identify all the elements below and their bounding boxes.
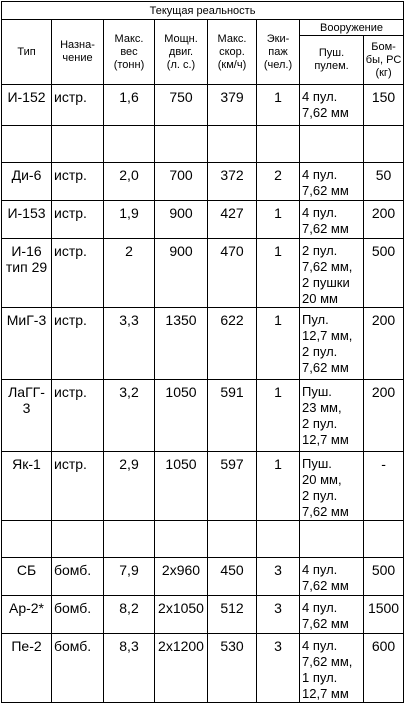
cell-power: 1350 xyxy=(155,308,208,380)
cell-role: истр. xyxy=(52,308,104,380)
cell-type: Ди-6 xyxy=(2,163,52,201)
cell-guns xyxy=(300,521,364,558)
cell-crew: 1 xyxy=(257,452,300,521)
header-armament: Вооружение xyxy=(300,20,404,36)
cell-power: 2x1050 xyxy=(155,596,208,634)
cell-bombs: 150 xyxy=(364,85,404,126)
cell-weight: 3,3 xyxy=(104,308,155,380)
cell-crew: 3 xyxy=(257,558,300,596)
cell-crew: 2 xyxy=(257,163,300,201)
cell-guns: 4 пул. 7,62 мм xyxy=(300,85,364,126)
cell-crew xyxy=(257,521,300,558)
cell-crew: 1 xyxy=(257,85,300,126)
cell-bombs xyxy=(364,126,404,163)
cell-weight: 1,9 xyxy=(104,201,155,239)
cell-crew: 3 xyxy=(257,596,300,634)
cell-type: И-16 тип 29 xyxy=(2,239,52,308)
table-row xyxy=(2,634,404,703)
table-row xyxy=(2,521,404,558)
cell-speed: 379 xyxy=(208,85,257,126)
cell-role xyxy=(52,126,104,163)
cell-weight xyxy=(104,126,155,163)
cell-bombs: - xyxy=(364,452,404,521)
cell-crew: 1 xyxy=(257,308,300,380)
cell-weight: 2,9 xyxy=(104,452,155,521)
cell-weight: 8,3 xyxy=(104,634,155,703)
table-row xyxy=(2,558,404,596)
table-row xyxy=(2,126,404,163)
cell-role: истр. xyxy=(52,452,104,521)
cell-weight: 2,0 xyxy=(104,163,155,201)
cell-role xyxy=(52,521,104,558)
table-row xyxy=(2,85,404,126)
cell-speed: 622 xyxy=(208,308,257,380)
cell-bombs: 1500 xyxy=(364,596,404,634)
cell-speed: 427 xyxy=(208,201,257,239)
cell-guns: 4 пул. 7,62 мм, 1 пул. 12,7 мм xyxy=(300,634,364,703)
cell-bombs xyxy=(364,521,404,558)
header-speed: Макс. скор. (км/ч) xyxy=(208,20,257,85)
header-crew: Эки- паж (чел.) xyxy=(257,20,300,85)
table-title: Текущая реальность xyxy=(2,2,404,20)
cell-role: истр. xyxy=(52,239,104,308)
table-row xyxy=(2,596,404,634)
table-row xyxy=(2,239,404,308)
cell-power: 700 xyxy=(155,163,208,201)
cell-speed: 450 xyxy=(208,558,257,596)
table-row xyxy=(2,201,404,239)
cell-type: МиГ-3 xyxy=(2,308,52,380)
table-row xyxy=(2,452,404,521)
cell-guns: Пуш. 23 мм, 2 пул. 12,7 мм xyxy=(300,380,364,452)
cell-guns: 4 пул. 7,62 мм xyxy=(300,596,364,634)
cell-power: 900 xyxy=(155,201,208,239)
cell-speed: 530 xyxy=(208,634,257,703)
cell-bombs: 200 xyxy=(364,380,404,452)
cell-guns: 4 пул. 7,62 мм xyxy=(300,558,364,596)
cell-guns: 2 пул. 7,62 мм, 2 пушки 20 мм xyxy=(300,239,364,308)
cell-role: истр. xyxy=(52,380,104,452)
cell-type: И-153 xyxy=(2,201,52,239)
header-weight: Макс. вес (тонн) xyxy=(104,20,155,85)
cell-role: бомб. xyxy=(52,558,104,596)
cell-bombs: 500 xyxy=(364,558,404,596)
cell-type: Ар-2* xyxy=(2,596,52,634)
cell-type: Як-1 xyxy=(2,452,52,521)
cell-weight: 7,9 xyxy=(104,558,155,596)
cell-speed: 470 xyxy=(208,239,257,308)
cell-speed: 372 xyxy=(208,163,257,201)
cell-role: истр. xyxy=(52,85,104,126)
table-row xyxy=(2,163,404,201)
cell-guns xyxy=(300,126,364,163)
cell-speed xyxy=(208,521,257,558)
cell-power: 1050 xyxy=(155,380,208,452)
cell-bombs: 600 xyxy=(364,634,404,703)
table-row xyxy=(2,380,404,452)
cell-weight: 8,2 xyxy=(104,596,155,634)
header-type: Тип xyxy=(2,20,52,85)
cell-weight: 3,2 xyxy=(104,380,155,452)
cell-weight: 1,6 xyxy=(104,85,155,126)
cell-power: 2x1200 xyxy=(155,634,208,703)
cell-crew: 1 xyxy=(257,380,300,452)
cell-type: И-152 xyxy=(2,85,52,126)
cell-bombs: 50 xyxy=(364,163,404,201)
cell-type xyxy=(2,126,52,163)
cell-speed: 512 xyxy=(208,596,257,634)
cell-weight xyxy=(104,521,155,558)
cell-type: ЛаГГ- 3 xyxy=(2,380,52,452)
cell-power xyxy=(155,521,208,558)
cell-type: Пе-2 xyxy=(2,634,52,703)
header-power: Мощн. двиг. (л. с.) xyxy=(155,20,208,85)
cell-crew: 1 xyxy=(257,239,300,308)
cell-speed xyxy=(208,126,257,163)
header-role: Назна- чение xyxy=(52,20,104,85)
cell-bombs: 500 xyxy=(364,239,404,308)
cell-guns: 4 пул. 7,62 мм xyxy=(300,201,364,239)
cell-type xyxy=(2,521,52,558)
cell-type: СБ xyxy=(2,558,52,596)
cell-role: бомб. xyxy=(52,634,104,703)
cell-power: 750 xyxy=(155,85,208,126)
header-bombs: Бом- бы, РС (кг) xyxy=(364,36,404,85)
cell-guns: Пуш. 20 мм, 2 пул. 7,62 мм xyxy=(300,452,364,521)
cell-role: истр. xyxy=(52,201,104,239)
table-row xyxy=(2,308,404,380)
cell-power xyxy=(155,126,208,163)
cell-weight: 2 xyxy=(104,239,155,308)
cell-guns: Пул. 12,7 мм, 2 пул. 7,62 мм xyxy=(300,308,364,380)
cell-role: бомб. xyxy=(52,596,104,634)
cell-power: 2x960 xyxy=(155,558,208,596)
cell-power: 1050 xyxy=(155,452,208,521)
cell-crew: 3 xyxy=(257,634,300,703)
cell-speed: 597 xyxy=(208,452,257,521)
cell-crew xyxy=(257,126,300,163)
aircraft-table xyxy=(1,1,404,703)
cell-crew: 1 xyxy=(257,201,300,239)
cell-bombs: 200 xyxy=(364,201,404,239)
cell-guns: 4 пул. 7,62 мм xyxy=(300,163,364,201)
header-guns: Пуш. пулем. xyxy=(300,36,364,85)
cell-speed: 591 xyxy=(208,380,257,452)
cell-bombs: 200 xyxy=(364,308,404,380)
cell-role: истр. xyxy=(52,163,104,201)
cell-power: 900 xyxy=(155,239,208,308)
